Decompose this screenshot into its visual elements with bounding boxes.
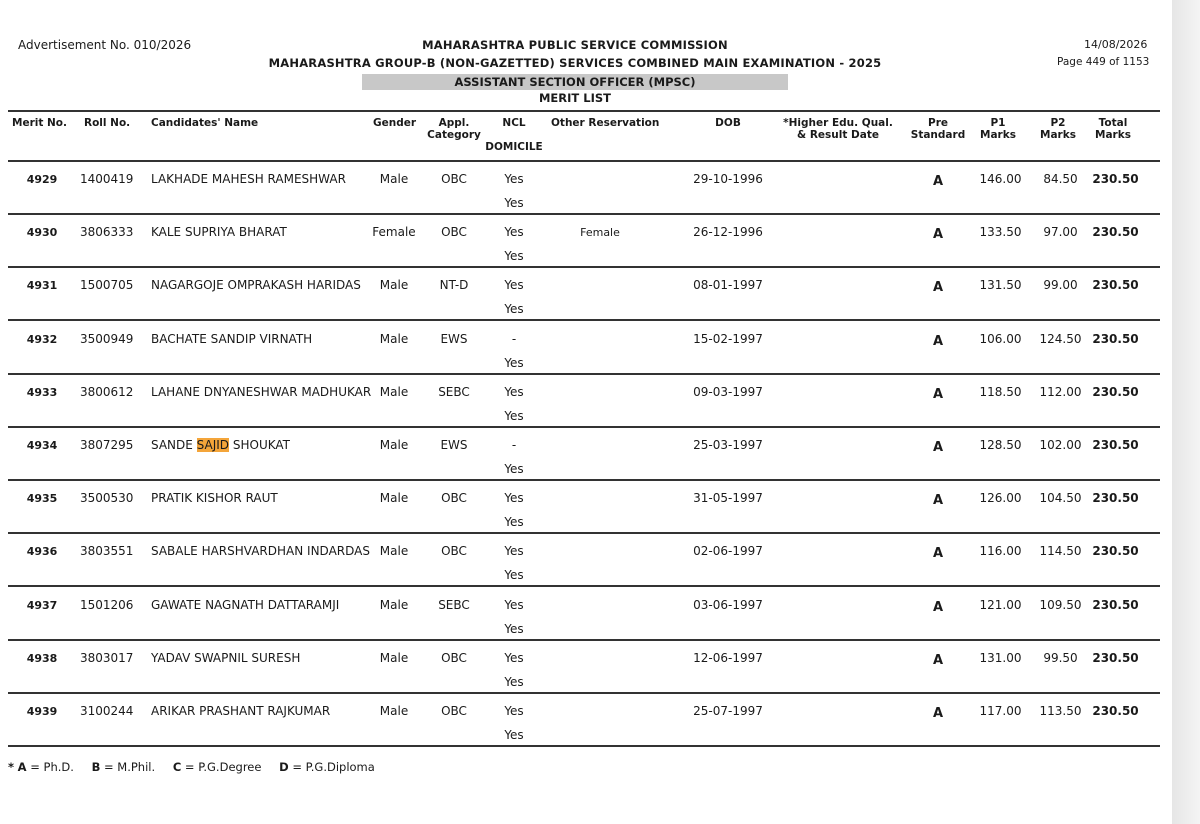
row-merit-no: 4930 [26, 226, 58, 240]
row-dob: 08-01-1997 [693, 278, 763, 293]
row-merit-no: 4933 [26, 385, 58, 399]
col-pre-line2: Standard [910, 129, 966, 141]
row-merit-no: 4931 [26, 279, 58, 293]
legend-a-value: Ph.D. [43, 760, 74, 774]
row-ncl: Yes [504, 225, 524, 240]
row-category: EWS [440, 438, 468, 452]
col-p1-line2: Marks [980, 129, 1016, 141]
col-pre-line1: Pre [928, 117, 948, 129]
row-ncl: Yes [504, 650, 524, 665]
row-merit-no: 4939 [26, 705, 58, 718]
row-category: EWS [440, 331, 468, 346]
row-ncl: - [511, 438, 517, 452]
col-gender: Gender [373, 117, 417, 129]
row-roll-no: 1400419 [80, 172, 134, 186]
row-pre-standard: A [932, 546, 944, 562]
row-dob: 31-05-1997 [693, 491, 763, 506]
row-roll-no: 3100244 [80, 704, 134, 718]
col-higher-edu-line2: & Result Date [797, 129, 879, 141]
row-p1-marks: 121.00 [979, 597, 1022, 612]
name-part: SANDE [151, 438, 197, 452]
row-roll-no: 1500705 [80, 278, 134, 293]
col-ncl: NCL [502, 117, 526, 129]
col-other-reservation: Other Reservation [551, 117, 660, 129]
row-pre-standard: A [932, 440, 944, 455]
table-row [0, 375, 1172, 428]
col-pre-standard [908, 117, 968, 141]
legend-eq: = [184, 760, 195, 774]
row-roll-no: 3807295 [80, 438, 134, 452]
row-dob: 09-03-1997 [693, 384, 763, 399]
table-row [0, 481, 1172, 534]
row-category: SEBC [438, 384, 470, 399]
row-p1-marks: 118.50 [979, 384, 1022, 399]
row-p2-marks: 84.50 [1043, 172, 1078, 186]
legend-b-value: M.Phil. [117, 760, 156, 774]
row-total-marks: 230.50 [1092, 172, 1139, 186]
row-category: OBC [441, 225, 467, 240]
row-roll-no: 3803551 [80, 544, 134, 559]
row-candidate-name: SABALE HARSHVARDHAN INDARDAS [151, 544, 370, 559]
row-dob: 02-06-1997 [693, 544, 763, 559]
row-roll-no: 3803017 [80, 650, 134, 665]
table-row [0, 215, 1172, 268]
table-row [0, 588, 1172, 641]
legend-c-value: P.G.Degree [198, 760, 262, 774]
row-total-marks: 230.50 [1092, 544, 1139, 559]
row-merit-no: 4935 [26, 492, 58, 506]
row-gender: Male [379, 438, 409, 452]
row-category: SEBC [438, 597, 470, 612]
row-domicile: Yes [504, 515, 524, 530]
table-row [0, 268, 1172, 321]
row-roll-no: 3500949 [80, 331, 134, 346]
col-category [424, 117, 484, 141]
row-ncl: - [511, 331, 517, 346]
list-title: MERIT LIST [538, 91, 611, 105]
row-p1-marks: 133.50 [979, 225, 1022, 240]
table-row [0, 162, 1172, 215]
row-p1-marks: 116.00 [979, 544, 1022, 559]
row-total-marks: 230.50 [1092, 384, 1139, 399]
row-other-reservation: Female [580, 226, 620, 240]
col-merit-no: Merit No. [12, 117, 68, 129]
col-p2-line1: P2 [1050, 117, 1066, 129]
page-edge [1172, 0, 1200, 824]
row-candidate-name: YADAV SWAPNIL SURESH [151, 650, 301, 665]
row-merit-no: 4937 [26, 598, 58, 612]
row-p2-marks: 97.00 [1043, 225, 1078, 240]
row-total-marks: 230.50 [1092, 597, 1139, 612]
row-p2-marks: 112.00 [1039, 384, 1082, 399]
row-total-marks: 230.50 [1092, 331, 1139, 346]
row-p2-marks: 124.50 [1039, 331, 1082, 346]
row-ncl: Yes [504, 704, 524, 718]
row-dob: 25-07-1997 [693, 704, 763, 718]
row-gender: Female [372, 225, 416, 240]
row-ncl: Yes [504, 172, 524, 186]
row-candidate-name: NAGARGOJE OMPRAKASH HARIDAS [151, 278, 361, 293]
row-domicile: Yes [504, 621, 524, 636]
row-merit-no: 4936 [26, 545, 58, 559]
row-category: OBC [441, 650, 467, 665]
row-pre-standard: A [932, 706, 944, 721]
advertisement-number: Advertisement No. 010/2026 [18, 38, 192, 52]
row-pre-standard: A [932, 493, 944, 509]
col-p2-marks [1033, 117, 1083, 141]
legend-eq: = [292, 760, 302, 774]
highlighted-text: SAJID [196, 438, 230, 452]
col-roll-no: Roll No. [84, 117, 131, 129]
row-p1-marks: 131.50 [979, 278, 1022, 293]
row-merit-no: 4934 [26, 439, 58, 452]
row-merit-no: 4938 [26, 651, 58, 665]
row-candidate-name: LAKHADE MAHESH RAMESHWAR [151, 172, 346, 186]
row-domicile: Yes [504, 249, 524, 264]
row-pre-standard: A [932, 174, 944, 189]
row-ncl: Yes [504, 384, 524, 399]
row-domicile: Yes [504, 196, 524, 210]
row-p1-marks: 128.50 [979, 438, 1022, 452]
document-date: 14/08/2026 [1084, 38, 1148, 51]
row-candidate-name [151, 438, 290, 452]
row-domicile: Yes [504, 408, 524, 423]
legend-d-key: D [279, 760, 289, 774]
row-p1-marks: 146.00 [979, 172, 1022, 186]
row-separator [8, 745, 1160, 747]
name-part: SHOUKAT [229, 438, 290, 452]
row-merit-no: 4929 [26, 173, 58, 186]
row-roll-no: 1501206 [80, 597, 134, 612]
row-p2-marks: 104.50 [1039, 491, 1082, 506]
qualification-legend [8, 760, 375, 774]
col-p1-line1: P1 [990, 117, 1006, 129]
table-row [0, 534, 1172, 587]
table-row [0, 641, 1172, 694]
row-ncl: Yes [504, 278, 524, 293]
row-p2-marks: 113.50 [1039, 704, 1082, 718]
row-p2-marks: 109.50 [1039, 597, 1082, 612]
row-dob: 15-02-1997 [693, 331, 763, 346]
col-total-line2: Marks [1095, 129, 1131, 141]
row-candidate-name: BACHATE SANDIP VIRNATH [151, 331, 313, 346]
row-gender: Male [379, 278, 409, 293]
row-roll-no: 3806333 [80, 225, 134, 240]
row-gender: Male [379, 597, 409, 612]
row-p1-marks: 126.00 [979, 491, 1022, 506]
row-total-marks: 230.50 [1092, 278, 1139, 293]
row-p1-marks: 131.00 [979, 650, 1022, 665]
col-dob: DOB [715, 117, 741, 129]
row-p2-marks: 102.00 [1039, 438, 1082, 452]
row-candidate-name: ARIKAR PRASHANT RAJKUMAR [151, 704, 331, 718]
row-dob: 26-12-1996 [693, 225, 763, 240]
row-p2-marks: 99.00 [1043, 278, 1078, 293]
organization-name: MAHARASHTRA PUBLIC SERVICE COMMISSION [422, 38, 728, 52]
row-category: NT-D [439, 278, 469, 293]
row-category: OBC [441, 704, 467, 718]
row-domicile: Yes [504, 302, 524, 317]
col-p1-marks [973, 117, 1023, 141]
row-gender: Male [379, 491, 409, 506]
row-candidate-name: PRATIK KISHOR RAUT [151, 491, 278, 506]
row-ncl: Yes [504, 491, 524, 506]
row-candidate-name: GAWATE NAGNATH DATTARAMJI [151, 597, 340, 612]
col-p2-line2: Marks [1040, 129, 1076, 141]
row-total-marks: 230.50 [1092, 225, 1139, 240]
row-pre-standard: A [932, 652, 944, 668]
row-domicile: Yes [504, 728, 524, 742]
row-gender: Male [379, 650, 409, 665]
row-pre-standard: A [932, 280, 944, 296]
row-pre-standard: A [932, 227, 944, 243]
row-p2-marks: 99.50 [1043, 650, 1078, 665]
row-total-marks: 230.50 [1092, 650, 1139, 665]
legend-star: * [8, 760, 15, 774]
row-merit-no: 4932 [26, 332, 58, 346]
row-roll-no: 3500530 [80, 491, 134, 506]
row-candidate-name: KALE SUPRIYA BHARAT [151, 225, 287, 240]
row-dob: 25-03-1997 [693, 438, 763, 452]
legend-a-key: A [17, 760, 27, 774]
post-title: ASSISTANT SECTION OFFICER (MPSC) [362, 74, 788, 90]
legend-d-value: P.G.Diploma [305, 760, 375, 774]
col-higher-edu-line1: *Higher Edu. Qual. [783, 117, 893, 129]
table-row [0, 428, 1172, 481]
legend-eq: = [30, 760, 40, 774]
row-candidate-name: LAHANE DNYANESHWAR MADHUKAR [151, 384, 372, 399]
row-dob: 03-06-1997 [693, 597, 763, 612]
row-gender: Male [379, 704, 409, 718]
col-category-line2: Category [427, 129, 481, 141]
col-domicile: DOMICILE [485, 141, 543, 153]
legend-eq: = [104, 760, 114, 774]
legend-b-key: B [91, 760, 101, 774]
page-number: Page 449 of 1153 [1057, 56, 1150, 68]
table-row [0, 322, 1172, 375]
row-ncl: Yes [504, 544, 524, 559]
row-p1-marks: 106.00 [979, 331, 1022, 346]
col-name: Candidates' Name [151, 117, 259, 129]
row-ncl: Yes [504, 597, 524, 612]
row-domicile: Yes [504, 355, 524, 370]
row-total-marks: 230.50 [1092, 491, 1139, 506]
header-top-rule [8, 110, 1160, 112]
row-gender: Male [379, 331, 409, 346]
row-total-marks: 230.50 [1092, 438, 1139, 452]
row-total-marks: 230.50 [1092, 704, 1139, 718]
row-p2-marks: 114.50 [1039, 544, 1082, 559]
col-higher-edu [778, 117, 898, 141]
col-category-line1: Appl. [438, 117, 470, 129]
row-pre-standard: A [932, 599, 944, 615]
row-gender: Male [379, 544, 409, 559]
row-roll-no: 3800612 [80, 384, 134, 399]
row-domicile: Yes [504, 674, 524, 689]
row-p1-marks: 117.00 [979, 704, 1022, 718]
table-row [0, 694, 1172, 747]
row-category: OBC [441, 172, 467, 186]
row-dob: 29-10-1996 [693, 172, 763, 186]
row-dob: 12-06-1997 [693, 650, 763, 665]
row-gender: Male [379, 384, 409, 399]
row-category: OBC [441, 491, 467, 506]
row-pre-standard: A [932, 386, 944, 402]
col-total-line1: Total [1098, 117, 1128, 129]
row-pre-standard: A [932, 333, 944, 349]
legend-c-key: C [172, 760, 182, 774]
row-domicile: Yes [504, 462, 524, 476]
exam-title: MAHARASHTRA GROUP-B (NON-GAZETTED) SERVICES COMBINED MAIN EXAMINATION - 2025 [268, 56, 882, 70]
row-gender: Male [379, 172, 409, 186]
row-category: OBC [441, 544, 467, 559]
col-total-marks [1088, 117, 1138, 141]
row-domicile: Yes [504, 568, 524, 583]
